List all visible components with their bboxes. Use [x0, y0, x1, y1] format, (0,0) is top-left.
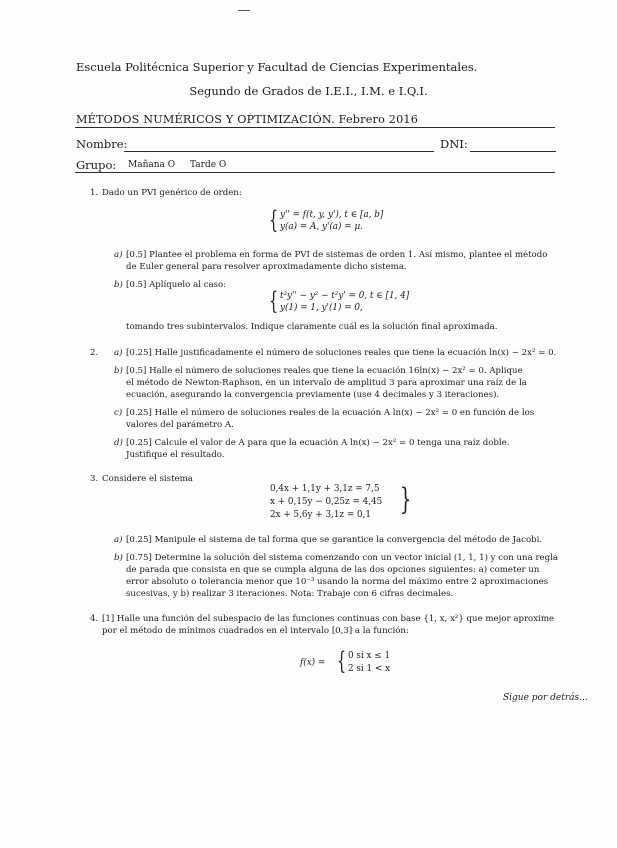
question-2b-text-2: el método de Newton-Raphson, en un intervalo de amplitud 3 para aproximar una raíz de la	[126, 378, 527, 388]
question-4-text-2: por el método de mínimos cuadrados en el intervalo [0,3] a la función:	[102, 626, 409, 636]
piecewise-function-label: f(x) =	[300, 658, 326, 668]
question-2c-text-2: valores del parámetro A.	[126, 420, 234, 430]
course-heading: MÉTODOS NUMÉRICOS Y OPTIMIZACIÓN. Febrero 2016	[76, 113, 419, 126]
system-equation-2: x + 0,15y − 0,25z = 4,45	[270, 497, 383, 507]
case-equation-2: y(1) = 1, y'(1) = 0,	[280, 303, 363, 313]
system-brace: {	[269, 206, 279, 234]
question-2b-text-1: [0.5] Halle el número de soluciones reales que tiene la ecuación 16ln(x) − 2x² = 0. Aplique	[126, 366, 523, 376]
group-label: Grupo:	[76, 158, 117, 172]
question-2c-label: c)	[114, 408, 123, 418]
question-3a-label: a)	[114, 535, 123, 545]
piecewise-case-1: 0 si x ≤ 1	[348, 651, 391, 661]
afternoon-option: Tarde O	[190, 160, 227, 170]
name-label: Nombre:	[76, 137, 128, 151]
question-2-number: 2.	[90, 348, 99, 358]
question-2a-label: a)	[114, 348, 123, 358]
question-4-number: 4.	[90, 614, 99, 624]
question-3b-text-2: de parada que consista en que se cumpla alguna de las dos opciones siguientes: a) cometer un	[126, 565, 540, 575]
question-2b-text-3: ecuación, asegurando la convergencia previamente (use 4 decimales y 3 iteraciones).	[126, 390, 500, 400]
scan-mark	[238, 10, 250, 11]
system-equation-3: 2x + 5,6y + 3,1z = 0,1	[270, 510, 372, 520]
question-3b-text-4: sucesivas, y b) realizar 3 iteraciones. Nota: Trabaje con 6 cifras decimales.	[126, 589, 454, 599]
question-2a-text: [0.25] Halle justificadamente el número de soluciones reales que tiene la ecuación ln(x) − 2x² = 0.	[126, 348, 557, 358]
piecewise-brace: {	[337, 647, 347, 675]
continue-note: Sigue por detrás...	[503, 693, 588, 703]
question-1b-text: [0.5] Aplíquelo al caso:	[126, 280, 227, 290]
question-1a-label: a)	[114, 250, 123, 260]
pvi-equation-1: y'' = f(t, y, y'), t ∈ [a, b]	[280, 210, 384, 220]
question-1b-label: b)	[114, 280, 123, 290]
question-3-number: 3.	[90, 474, 99, 484]
piecewise-case-2: 2 si 1 < x	[348, 664, 391, 674]
question-1a-text-1: [0.5] Plantee el problema en forma de PVI de sistemas de orden 1. Así mismo, plantee el método	[126, 250, 548, 260]
institution-heading: Escuela Politécnica Superior y Facultad de Ciencias Experimentales.	[76, 60, 478, 74]
case-equation-1: t²y'' − y² − t²y' = 0, t ∈ [1, 4]	[280, 291, 410, 301]
morning-option: Mañana O	[128, 160, 176, 170]
question-4-text-1: [1] Halle una función del subespacio de las funciones continuas con base {1, x, x²} que mejor aproxime	[102, 614, 555, 624]
pvi-equation-2: y(a) = A, y'(a) = μ.	[280, 222, 363, 232]
system-brace: {	[269, 287, 279, 315]
degrees-heading: Segundo de Grados de I.E.I., I.M. e I.Q.I.	[189, 84, 428, 98]
name-field-line	[124, 151, 434, 152]
dni-label: DNI:	[440, 137, 468, 151]
system-brace: }	[399, 482, 412, 517]
question-3a-text: [0.25] Manipule el sistema de tal forma que se garantice la convergencia del método de Jacobi.	[126, 535, 543, 545]
question-2d-text-2: Justifique el resultado.	[126, 450, 225, 460]
question-1a-text-2: de Euler general para resolver aproximadamente dicho sistema.	[126, 262, 407, 272]
dni-field-line	[470, 151, 556, 152]
question-3b-text-1: [0.75] Determine la solución del sistema comenzando con un vector inicial (1, 1, 1) y con una regla	[126, 553, 559, 563]
divider-line	[75, 127, 555, 128]
question-2c-text-1: [0.25] Halle el número de soluciones reales de la ecuación A ln(x) − 2x² = 0 en función de los	[126, 408, 535, 418]
question-1-number: 1.	[90, 188, 99, 198]
question-2b-label: b)	[114, 366, 123, 376]
divider-line	[75, 172, 555, 173]
system-equation-1: 0,4x + 1,1y + 3,1z = 7,5	[270, 484, 380, 494]
question-3-intro: Considere el sistema	[102, 474, 193, 484]
question-3b-label: b)	[114, 553, 123, 563]
question-2d-label: d)	[114, 438, 123, 448]
question-2d-text-1: [0.25] Calcule el valor de A para que la ecuación A ln(x) − 2x² = 0 tenga una raíz doble.	[126, 438, 510, 448]
question-1b-closing: tomando tres subintervalos. Indique claramente cuál es la solución final aproximada.	[126, 322, 498, 332]
question-3b-text-3: error absoluto o tolerancia menor que 10⁻³ usando la norma del máximo entre 2 aproximaciones	[126, 577, 549, 587]
question-1-intro: Dado un PVI genérico de orden:	[102, 188, 242, 198]
